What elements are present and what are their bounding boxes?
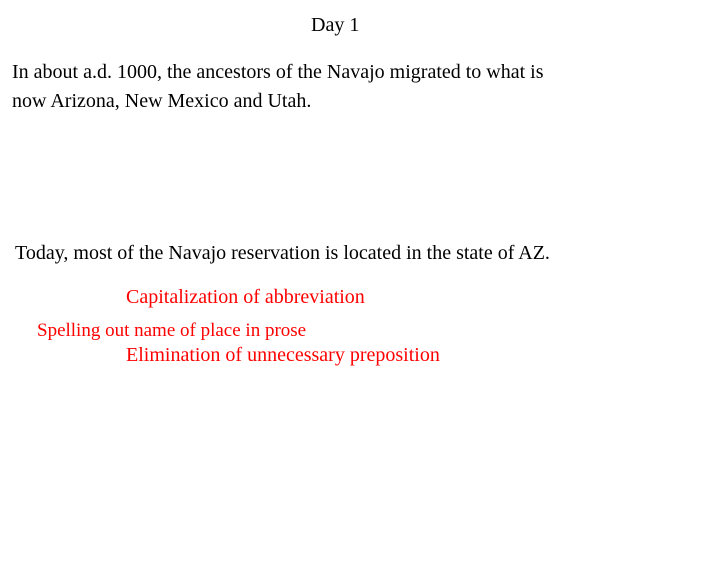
original-sentence: [12, 58, 652, 116]
annotation-spelling: Spelling out name of place in prose: [37, 320, 307, 341]
slide-title: Day 1: [311, 14, 360, 36]
annotation-capitalization: Capitalization of abbreviation: [126, 286, 365, 308]
original-sentence-line2: now Arizona, New Mexico and Utah.: [12, 90, 312, 112]
annotation-elimination: Elimination of unnecessary preposition: [126, 344, 440, 366]
original-sentence-line1: In about a.d. 1000, the ancestors of the Navajo migrated to what is: [12, 61, 544, 83]
second-sentence: Today, most of the Navajo reservation is located in the state of AZ.: [15, 242, 550, 264]
